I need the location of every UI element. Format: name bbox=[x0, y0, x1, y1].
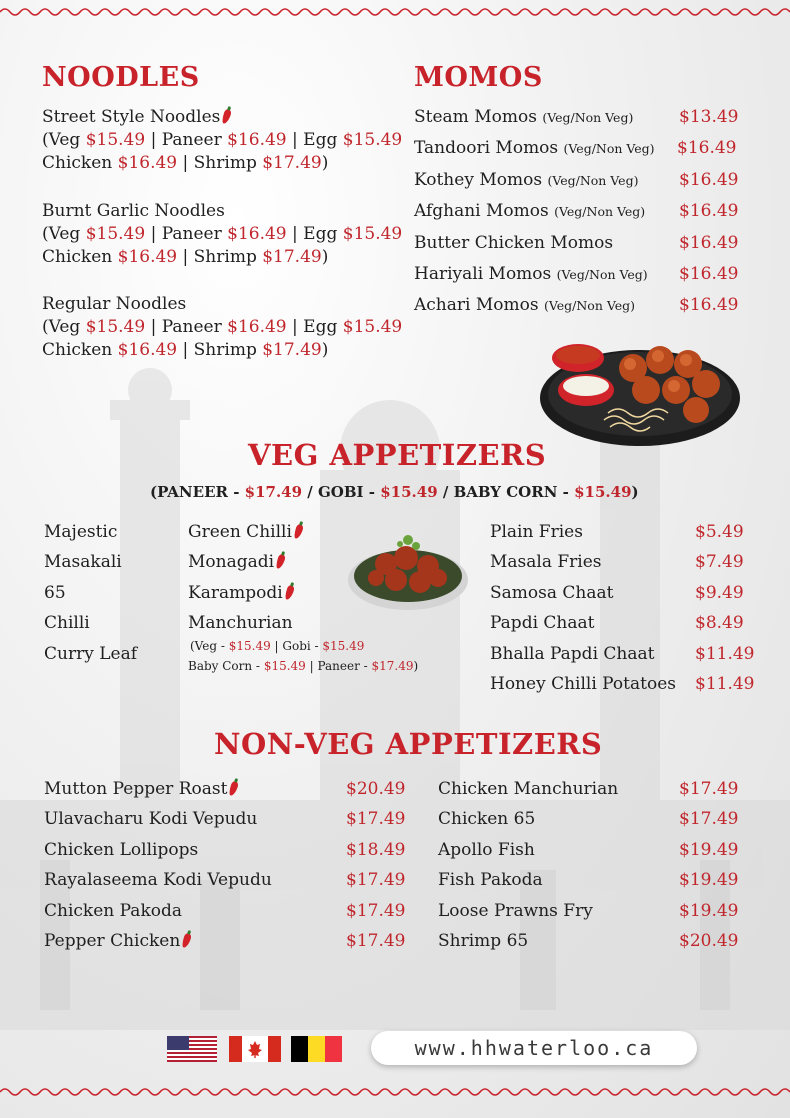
noodle-name: Burnt Garlic Noodles bbox=[42, 201, 225, 221]
nonveg-item: Chicken Lollipops $18.49 bbox=[44, 839, 406, 860]
momos-item: Hariyali Momos (Veg/Non Veg) $16.49 bbox=[414, 264, 739, 285]
nonveg-item: Shrimp 65 $20.49 bbox=[438, 931, 739, 952]
momos-heading: MOMOS bbox=[414, 62, 543, 93]
momos-item: Achari Momos (Veg/Non Veg) $16.49 bbox=[414, 295, 739, 316]
chili-icon bbox=[221, 108, 232, 124]
bottom-wave-border bbox=[0, 1086, 790, 1098]
nonveg-appetizers-heading: NON-VEG APPETIZERS bbox=[214, 727, 603, 761]
momos-plate-image bbox=[538, 328, 742, 450]
veg-styles-column-1 bbox=[44, 517, 137, 669]
veg-styles-column-2 bbox=[188, 517, 302, 639]
nonveg-item: Chicken Manchurian $17.49 bbox=[438, 779, 739, 799]
chili-icon bbox=[228, 780, 239, 796]
veg-appetizers-subheading: (PANEER - $17.49 / GOBI - $15.49 / BABY CORN - $15.49) bbox=[150, 483, 639, 501]
sides-item: Plain Fries $5.49 bbox=[490, 522, 744, 542]
momos-item: Afghani Momos (Veg/Non Veg) $16.49 bbox=[414, 201, 739, 222]
sides-item: Honey Chilli Potatoes $11.49 bbox=[490, 674, 755, 695]
veg-style-item: Monagadi bbox=[188, 547, 302, 577]
nonveg-item: Ulavacharu Kodi Vepudu $17.49 bbox=[44, 809, 406, 830]
sides-item: Papdi Chaat $8.49 bbox=[490, 613, 744, 634]
nonveg-item: Chicken Pakoda $17.49 bbox=[44, 900, 406, 921]
noodles-heading: NOODLES bbox=[42, 62, 200, 93]
noodle-name: Street Style Noodles bbox=[42, 107, 221, 127]
nonveg-item: Fish Pakoda $19.49 bbox=[438, 870, 739, 891]
noodles-item-3: Regular Noodles (Veg $15.49 | Paneer $16.49 | Egg $15.49 Chicken $16.49 | Shrimp $17.49) bbox=[42, 294, 403, 360]
chili-icon bbox=[275, 554, 286, 570]
veg-style-item: Manchurian bbox=[188, 613, 293, 634]
noodle-name: Regular Noodles bbox=[42, 294, 187, 314]
nonveg-list-right bbox=[438, 774, 748, 956]
momos-item: Steam Momos (Veg/Non Veg) $13.49 bbox=[414, 107, 739, 127]
gobi-dish-image bbox=[346, 520, 470, 612]
veg-style-item: Chilli bbox=[44, 613, 90, 634]
nonveg-item: Loose Prawns Fry $19.49 bbox=[438, 900, 739, 921]
top-wave-border bbox=[0, 6, 790, 18]
nonveg-list-left bbox=[44, 774, 404, 956]
veg-style-item: Majestic bbox=[44, 522, 118, 542]
veg-style-item: Masakali bbox=[44, 552, 122, 573]
chili-icon bbox=[181, 932, 192, 948]
veg-style-item: 65 bbox=[44, 582, 66, 603]
belgium-flag-icon bbox=[291, 1036, 342, 1062]
noodles-item-2: Burnt Garlic Noodles (Veg $15.49 | Paneer $16.49 | Egg $15.49 Chicken $16.49 | Shrimp $17.49) bbox=[42, 201, 403, 267]
sides-item: Bhalla Papdi Chaat $11.49 bbox=[490, 643, 755, 664]
sides-item: Samosa Chaat $9.49 bbox=[490, 582, 744, 603]
momos-list bbox=[414, 102, 744, 322]
canada-flag-icon bbox=[229, 1036, 281, 1062]
veg-style-item: Karampodi bbox=[188, 578, 302, 608]
sides-item: Masala Fries $7.49 bbox=[490, 552, 744, 573]
veg-style-item: Green Chilli bbox=[188, 517, 302, 547]
chili-icon bbox=[284, 584, 295, 600]
nonveg-item: Mutton Pepper Roast $20.49 bbox=[44, 779, 406, 799]
sides-list bbox=[490, 517, 755, 699]
nonveg-item: Rayalaseema Kodi Vepudu $17.49 bbox=[44, 870, 406, 891]
usa-flag-icon bbox=[167, 1036, 217, 1062]
nonveg-item: Apollo Fish $19.49 bbox=[438, 839, 739, 860]
veg-style-item: Curry Leaf bbox=[44, 643, 137, 664]
website-url[interactable]: www.hhwaterloo.ca bbox=[371, 1031, 697, 1065]
veg-appetizers-heading: VEG APPETIZERS bbox=[248, 438, 547, 472]
manchurian-prices-note: (Veg - $15.49 | Gobi - $15.49 Baby Corn - $15.49 | Paneer - $17.49) bbox=[188, 639, 419, 673]
momos-item: Tandoori Momos (Veg/Non Veg) $16.49 bbox=[414, 138, 737, 159]
momos-item: Butter Chicken Momos $16.49 bbox=[414, 232, 739, 253]
nonveg-item: Chicken 65 $17.49 bbox=[438, 809, 739, 830]
momos-item: Kothey Momos (Veg/Non Veg) $16.49 bbox=[414, 169, 739, 190]
nonveg-item: Pepper Chicken $17.49 bbox=[44, 931, 406, 952]
noodles-item-1: Street Style Noodles (Veg $15.49 | Paneer $16.49 | Egg $15.49 Chicken $16.49 | Shrimp $17.49) bbox=[42, 107, 403, 173]
